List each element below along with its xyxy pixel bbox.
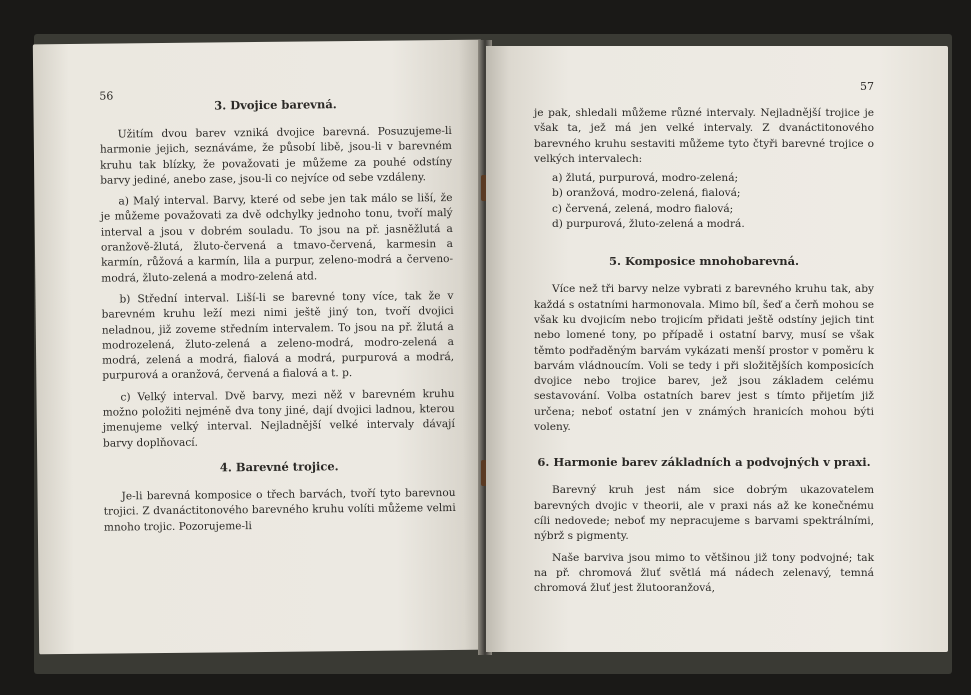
triads-list — [534, 171, 874, 232]
paragraph-large-interval: c) Velký interval. Dvě barvy, mezi něž v barevném kruhu možno položiti nejméně dva tony jiné, dají dvojici ladnou, kterou jmenujeme velký interval. Nejladnější velké intervaly dávají barvy doplňovací. — [102, 387, 455, 450]
section-heading-dvojice: 3. Dvojice barevná. — [214, 97, 337, 113]
paragraph: je pak, shledali můžeme různé intervaly. Nejladnější trojice je však ta, jež má jen velké intervaly. Z dvanáctitonového barevného kruhu sestaviti můžeme tyto čtyři barevné trojice o velkých intervalech: — [534, 107, 874, 165]
section-heading-harmonie: 6. Harmonie barev základních a podvojných v praxi. — [537, 455, 871, 470]
right-page — [486, 46, 948, 652]
left-page — [33, 40, 487, 655]
paragraph: Více než tři barvy nelze vybrati z barevného kruhu tak, aby každá s ostatními harmonovala. Mimo bíl, šeď a čerň mohou se však ku dvojicím nebo trojicím přidati ještě odstíny jejich tint nebo lomené tony, po případě i ostatní barvy, musí se však těmto podřaděným barvám vykázati menší prostor v poměru k barvám vládnoucím. Voli se tedy i při složitějších komposicích dvojice nebo trojice barev, jež jsou základem celému sestavování. Volba ostatních barev jest s tímto přijetím již určena; neboť ostatní jen v známých hranicích mohou býti voleny. — [534, 283, 874, 434]
list-item: a) žlutá, purpurová, modro-zelená; — [552, 172, 739, 185]
page-number-right: 57 — [860, 80, 874, 93]
paragraph-small-interval: a) Malý interval. Barvy, které od sebe jen tak málo se liší, že je můžeme považovati za dvě odchylky jednoho tonu, tvoří malý interval a jsou v dobrém souladu. To jsou na př. jasněžlutá a oranžově-žlutá, žluto-červená a tmavo-červená, karmesin a karmín, růžová a karmín, lila a purpur, zeleno-modrá a červeno-modrá, žluto-zelená a modro-zelená atd. — [100, 192, 454, 285]
list-item: d) purpurová, žluto-zelená a modrá. — [552, 218, 745, 231]
paragraph: Barevný kruh jest nám sice dobrým ukazovatelem barevných dvojic v theorii, ale v praxi nás až ke konečnému cíli nedovede; neboť my nepracujeme s barvami spektrálními, nýbrž s pigmenty. — [534, 484, 874, 543]
paragraph: Naše barviva jsou mimo to většinou již tony podvojné; tak na př. chromová žluť světlá má nádech zelenavý, temná chromová žluť jest žlutooranžová, — [534, 551, 874, 595]
paragraph: Užitím dvou barev vzniká dvojice barevná. Posuzujeme-li harmonie jejich, seznáváme, že působí libě, jsou-li v barevném kruhu tak blízky, že považovati je můžeme za pouhé odstíny barvy jediné, anebo zase, jsou-li co nejvíce od sebe vzdáleny. — [99, 124, 453, 187]
paragraph-middle-interval: b) Střední interval. Liší-li se barevné tony více, tak že v barevném kruhu leží mezi nimi ještě jiný ton, tvoří dvojici neladnou, již zoveme středním intervalem. To jsou na př. žlutá a modrozelená, žluto-zelená a zeleno-modrá, modro-zelená a modrá, zelená a modrá, fialová a modrá, purpurová a modrá, purpurová a oranžová, červená a fialová a t. p. — [101, 289, 455, 383]
section-heading-trojice: 4. Barevné trojice. — [219, 459, 339, 475]
paragraph: Je-li barevná komposice o třech barvách, tvoří tyto barevnou trojici. Z dvanáctitonového barevného kruhu volíti můžeme velmi mnoho trojic. Pozorujeme-li — [103, 486, 456, 534]
section-heading-komposice: 5. Komposice mnohobarevná. — [608, 254, 800, 269]
list-item: b) oranžová, modro-zelená, fialová; — [552, 187, 741, 200]
page-number-left: 56 — [99, 89, 114, 103]
list-item: c) červená, zelená, modro fialová; — [552, 202, 734, 215]
